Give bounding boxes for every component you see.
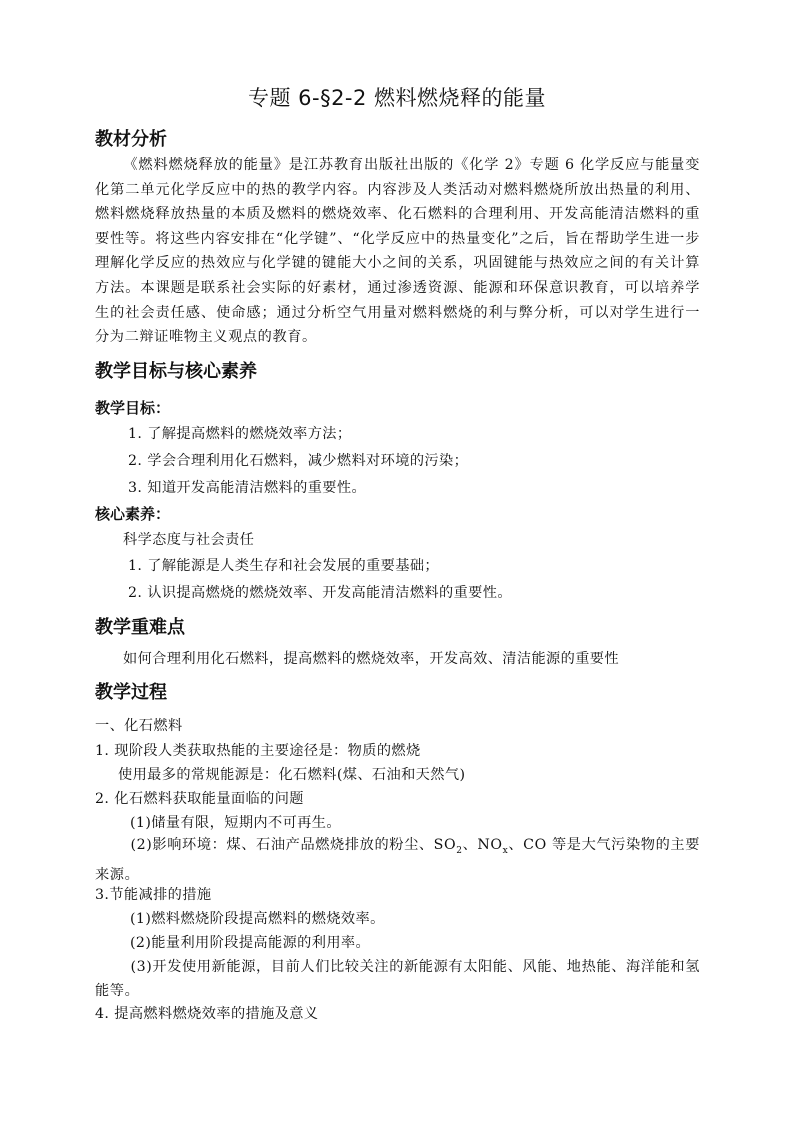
process-item-3: 3.节能减排的措施 [95, 887, 212, 903]
process-item-1: 1. 现阶段人类获取热能的主要途径是：物质的燃烧 [95, 743, 421, 759]
heading-goals-and-literacy: 教学目标与核心素养 [95, 361, 257, 382]
textbook-analysis-paragraph: 《燃料燃烧释放的能量》是江苏教育出版社出版的《化学 2》专题 6 化学反应与能量变化第二单元化学反应中的热的教学内容。内容涉及人类活动对燃料燃烧所放出热量的利用、燃料燃烧释放热量的本质及燃料的燃烧效率、化石燃料的合理利用、开发高能清洁燃料的重要性等。将这些内容安排在“化学键”、“化学反应中的热量变化”之后，旨在帮助学生进一步理解化学反应的热效应与化学键的键能大小之间的关系，巩固键能与热效应之间的有关计算方法。本课题是联系社会实际的好素材，通过渗透资源、能源和环保意识教育，可以培养学生的社会责任感、使命感；通过分析空气用量对燃料燃烧的利与弊分析，可以对学生进行一分为二辩证唯物主义观点的教育。 [95, 157, 700, 346]
item-2b-text-end: 、CO 等是大气污染物的主要来源。 [95, 837, 700, 884]
core-item-1: 1. 了解能源是人类生存和社会发展的重要基础； [128, 558, 439, 574]
heading-key-difficulties: 教学重难点 [95, 617, 185, 638]
heading-teaching-process: 教学过程 [95, 682, 167, 703]
core-literacy-label: 核心素养： [95, 505, 171, 523]
nox-subscript: x [502, 845, 509, 856]
process-item-4: 4. 提高燃料燃烧效率的措施及意义 [95, 1006, 319, 1022]
process-item-3b: (2)能量利用阶段提高能源的利用率。 [130, 935, 371, 951]
process-item-1-sub: 使用最多的常规能源是：化石燃料(煤、石油和天然气) [118, 767, 466, 783]
process-item-3c: (3)开发使用新能源，目前人们比较关注的新能源有太阳能、风能、地热能、海洋能和氢能等。 [95, 959, 700, 1000]
goals-label: 教学目标： [95, 399, 171, 417]
item-2b-text-start: (2)影响环境：煤、石油产品燃烧排放的粉尘、SO [130, 837, 457, 853]
goal-item-1: 1. 了解提高燃料的燃烧效率方法； [128, 426, 352, 442]
document-title: 专题 6-§2-2 燃料燃烧释的能量 [247, 86, 547, 110]
key-difficulties-text: 如何合理利用化石燃料，提高燃料的燃烧效率，开发高效、清洁能源的重要性 [123, 651, 619, 667]
part-fossil-fuels: 一、化石燃料 [95, 718, 183, 734]
process-item-2: 2. 化石燃料获取能量面临的问题 [95, 791, 304, 807]
process-item-2b [95, 833, 700, 888]
item-2b-text-mid: 、NO [462, 837, 503, 853]
goal-item-3: 3. 知道开发高能清洁燃料的重要性。 [128, 480, 367, 496]
process-item-2a: (1)储量有限，短期内不可再生。 [130, 815, 341, 831]
core-item-2: 2. 认识提高燃烧的燃烧效率、开发高能清洁燃料的重要性。 [128, 585, 512, 601]
process-item-3a: (1)燃料燃烧阶段提高燃料的燃烧效率。 [130, 911, 385, 927]
goal-item-2: 2. 学会合理利用化石燃料，减少燃料对环境的污染； [128, 453, 469, 469]
core-literacy-intro: 科学态度与社会责任 [123, 532, 255, 548]
so2-subscript: 2 [456, 845, 463, 856]
heading-textbook-analysis: 教材分析 [95, 129, 167, 150]
